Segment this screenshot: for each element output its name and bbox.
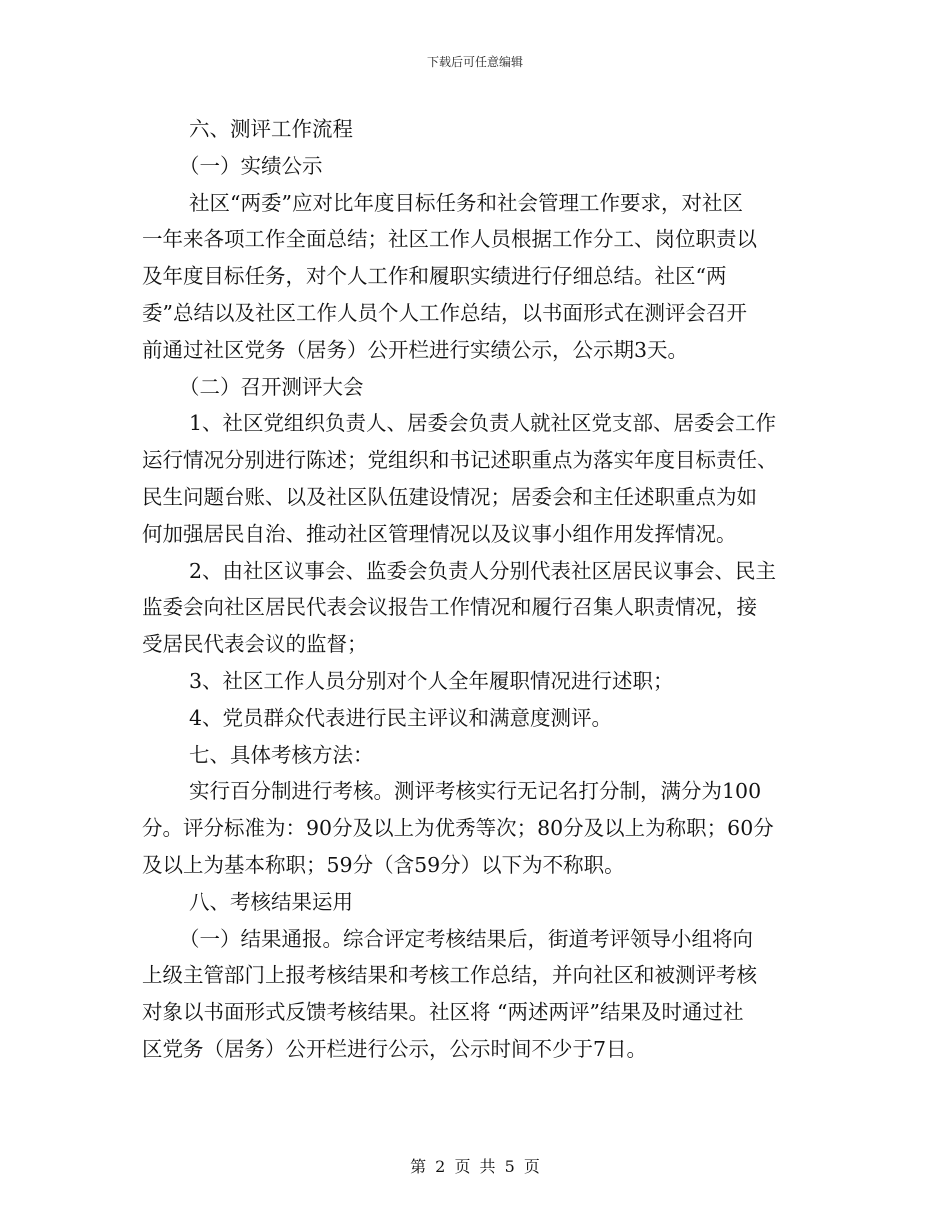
text-line: 对象以书面形式反馈考核结果。社区将 “两述两评”结果及时通过社: [142, 1000, 744, 1025]
text-line: 上级主管部门上报考核结果和考核工作总结，并向社区和被测评考核: [142, 963, 757, 988]
text-line: 1、社区党组织负责人、居委会负责人就社区党支部、居委会工作: [189, 411, 777, 436]
text-line: 实行百分制进行考核。测评考核实行无记名打分制，满分为100: [189, 779, 762, 804]
text-line: 受居民代表会议的监督；: [142, 632, 368, 657]
text-line: 八、考核结果运用: [189, 889, 353, 914]
text-line: 2、由社区议事会、监委会负责人分别代表社区居民议事会、民主: [189, 558, 777, 583]
text-line: 前通过社区党务（居务）公开栏进行实绩公示，公示期3天。: [142, 337, 689, 362]
page-header: 下载后可任意编辑: [426, 55, 523, 69]
page-footer: 第 2 页 共 5 页: [410, 1157, 540, 1176]
text-line: （二）召开测评大会: [179, 374, 364, 399]
text-line: 运行情况分别进行陈述；党组织和书记述职重点为落实年度目标责任、: [142, 448, 778, 473]
text-line: 及以上为基本称职；59分（含59分）以下为不称职。: [142, 852, 625, 877]
text-line: 七、具体考核方法：: [189, 742, 374, 767]
text-line: 监委会向社区居民代表会议报告工作情况和履行召集人职责情况，接: [142, 595, 757, 620]
document-body: [142, 111, 807, 1068]
text-line: （一）结果通报。综合评定考核结果后，街道考评领导小组将向: [179, 926, 753, 951]
text-line: 3、社区工作人员分别对个人全年履职情况进行述职；: [189, 668, 674, 693]
text-line: 何加强居民自治、推动社区管理情况以及议事小组作用发挥情况。: [142, 521, 737, 546]
text-line: 区党务（居务）公开栏进行公示，公示时间不少于7日。: [142, 1036, 648, 1061]
text-line: 民生问题台账、以及社区队伍建设情况；居委会和主任述职重点为如: [142, 484, 757, 509]
text-line: 4、党员群众代表进行民主评议和满意度测评。: [189, 705, 613, 730]
text-line: 一年来各项工作全面总结；社区工作人员根据工作分工、岗位职责以: [142, 227, 757, 252]
text-line: （一）实绩公示: [179, 153, 323, 178]
text-line: 及年度目标任务，对个人工作和履职实绩进行仔细总结。社区“两: [142, 264, 727, 289]
text-line: 六、测评工作流程: [189, 117, 353, 141]
text-line: 分。评分标准为：90分及以上为优秀等次；80分及以上为称职；60分: [142, 816, 774, 841]
text-line: 委”总结以及社区工作人员个人工作总结，以书面形式在测评会召开: [142, 300, 747, 325]
text-line: 社区“两委”应对比年度目标任务和社会管理工作要求，对社区: [189, 190, 743, 215]
